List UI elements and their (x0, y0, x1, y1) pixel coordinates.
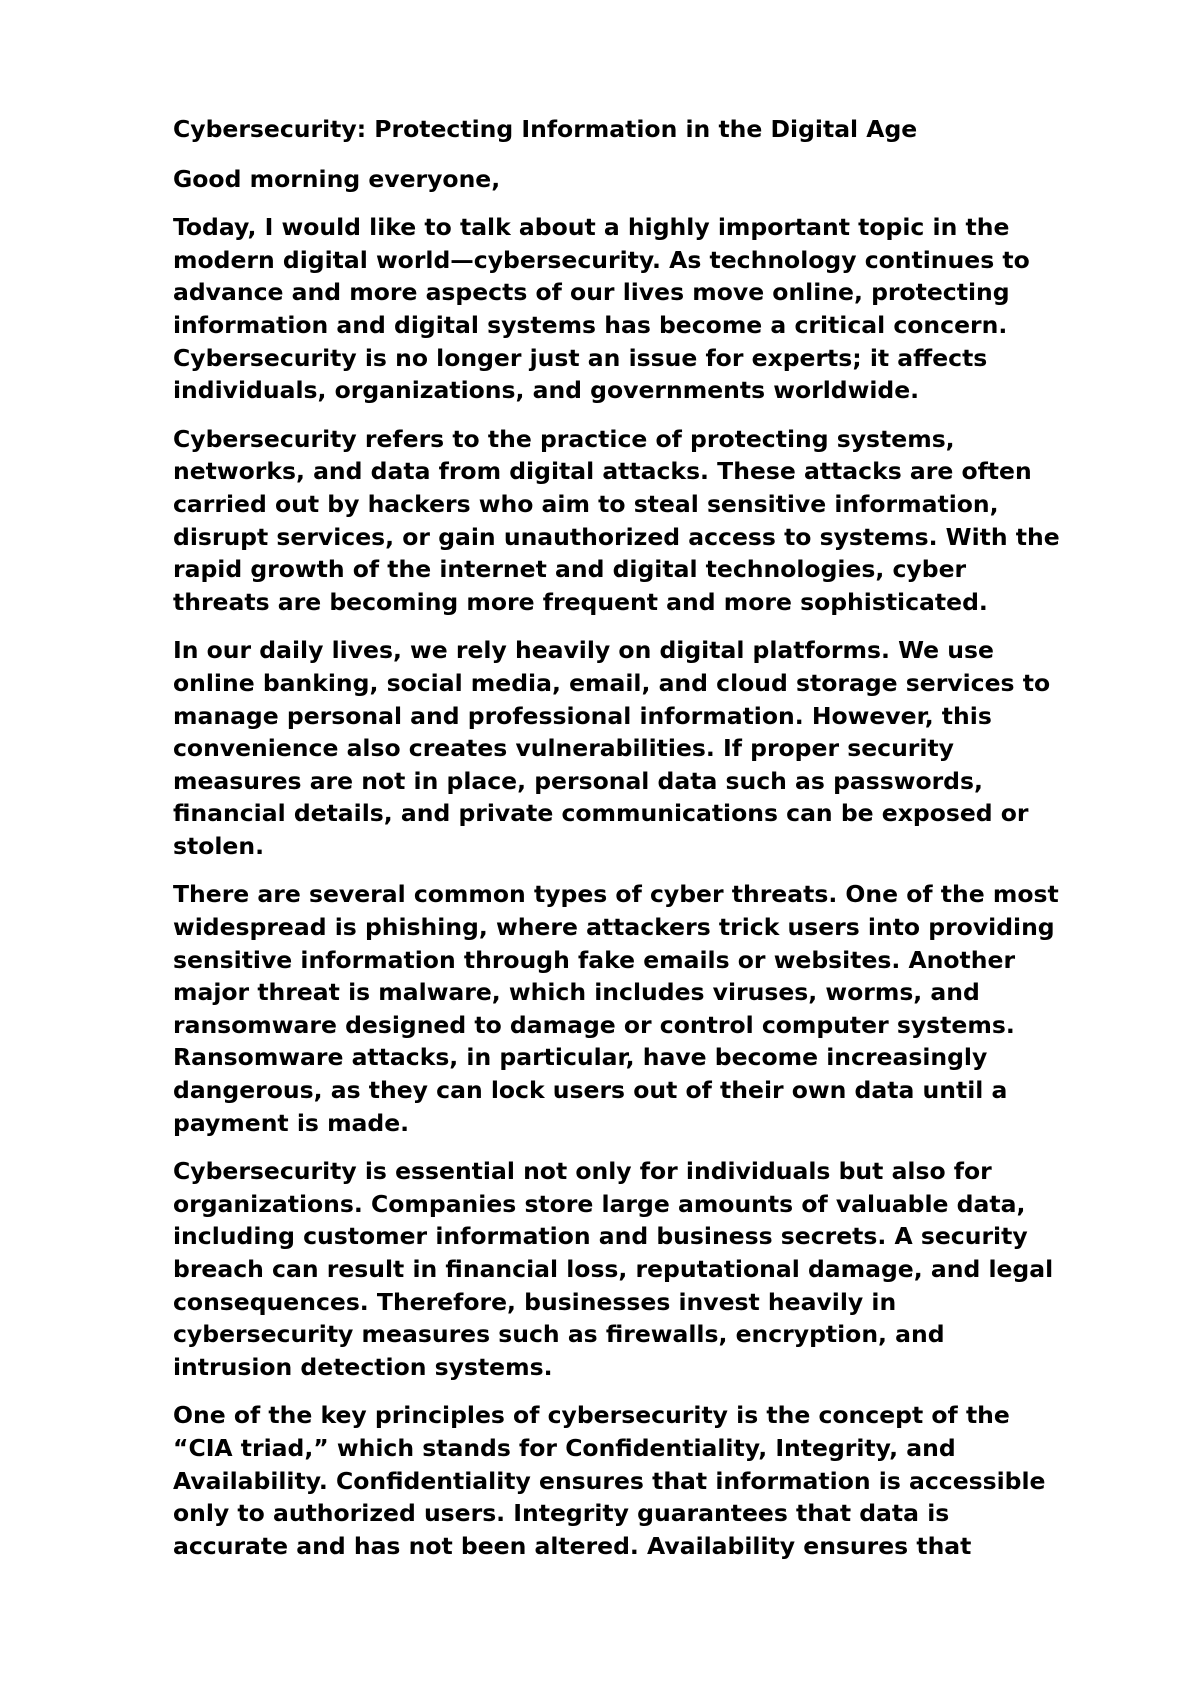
paragraph-daily-lives: In our daily lives, we rely heavily on digital platforms. We use online banking, social media, email, and cloud storage services to manage personal and professional information. However, this convenience also creates vulnerabilities. If proper security measures are not in place, personal data such as passwords, financial details, and private communications can be exposed or stolen. (173, 636, 1051, 860)
document-title: Cybersecurity: Protecting Information in the Digital Age (173, 115, 918, 143)
paragraph-intro: Today, I would like to talk about a highly important topic in the modern digital world—cybersecurity. As technology continues to advance and more aspects of our lives move online, protecting information and digital systems has become a critical concern. Cybersecurity is no longer just an issue for experts; it affects individuals, organizations, and governments worldwide. (173, 213, 1030, 405)
document-body (173, 113, 1103, 1578)
paragraph-cia-triad: One of the key principles of cybersecurity is the concept of the “CIA triad,” which stands for Confidentiality, Integrity, and Availability. Confidentiality ensures that information is accessible only to authorized users. Integrity guarantees that data is accurate and has not been altered. Availability ensures that (173, 1401, 1046, 1560)
greeting-line: Good morning everyone, (173, 164, 501, 193)
paragraph-definition: Cybersecurity refers to the practice of protecting systems, networks, and data from digital attacks. These attacks are often carried out by hackers who aim to steal sensitive information, disrupt services, or gain unauthorized access to systems. With the rapid growth of the internet and digital technologies, cyber threats are becoming more frequent and more sophisticated. (173, 424, 1060, 616)
paragraph-threat-types: There are several common types of cyber threats. One of the most widespread is phishing, where attackers trick users into providing sensitive information through fake emails or websites. Another major threat is malware, which includes viruses, worms, and ransomware designed to damage or control computer systems. Ransomware attacks, in particular, have become increasingly dangerous, as they can lock users out of their own data until a payment is made. (173, 880, 1059, 1137)
paragraph-organizations: Cybersecurity is essential not only for individuals but also for organizations. Companies store large amounts of valuable data, including customer information and business secrets. A security breach can result in financial loss, reputational damage, and legal consequences. Therefore, businesses invest heavily in cybersecurity measures such as firewalls, encryption, and intrusion detection systems. (173, 1157, 1054, 1381)
